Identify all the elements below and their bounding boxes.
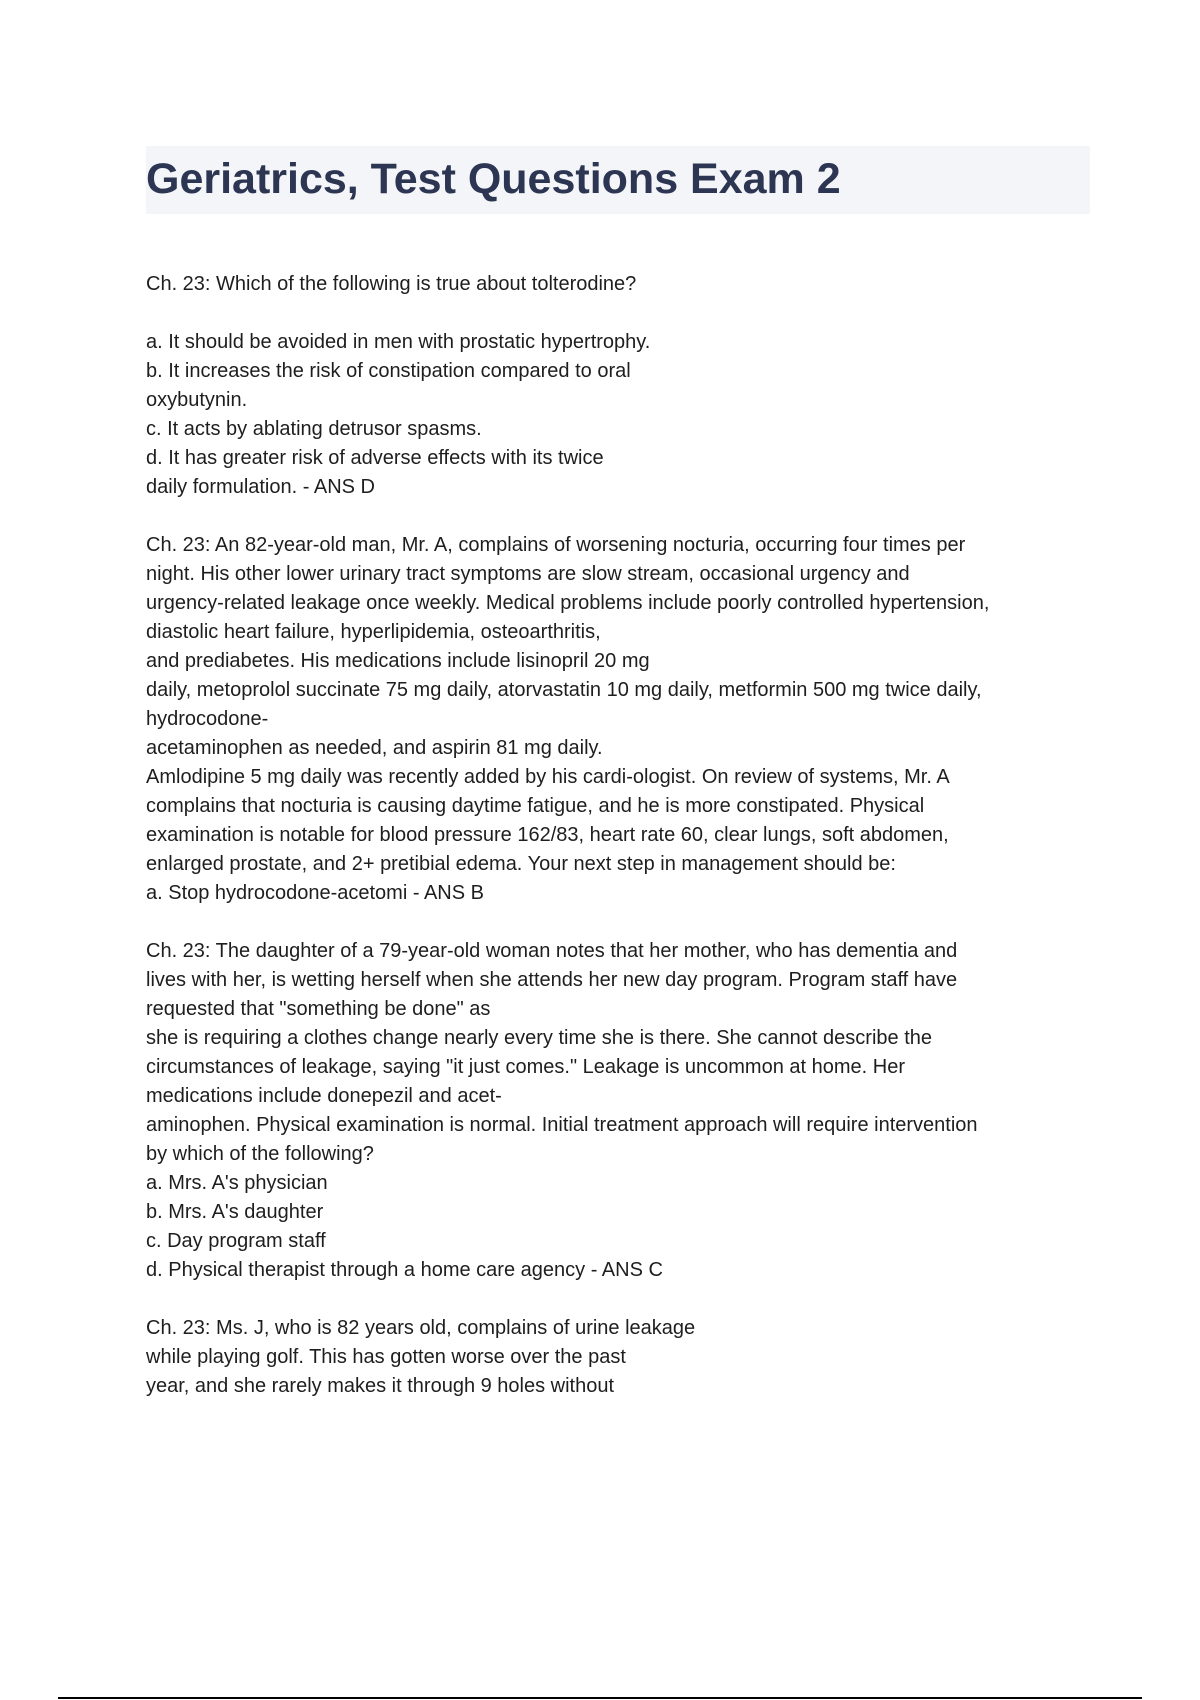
question-text: medications include donepezil and acet-	[146, 1085, 502, 1107]
question-text: Ch. 23: Ms. J, who is 82 years old, complains of urine leakage	[146, 1317, 696, 1339]
answer-option: c. It acts by ablating detrusor spasms.	[146, 418, 482, 440]
title-banner	[146, 146, 1090, 214]
question-text: circumstances of leakage, saying "it just comes." Leakage is uncommon at home. Her	[146, 1056, 905, 1078]
question-text: Ch. 23: The daughter of a 79-year-old woman notes that her mother, who has dementia and	[146, 940, 958, 962]
answer-option: b. It increases the risk of constipation compared to oral	[146, 360, 631, 382]
answer-key: daily formulation. - ANS D	[146, 476, 375, 498]
question-text: year, and she rarely makes it through 9 holes without	[146, 1375, 615, 1397]
question-text: requested that "something be done" as	[146, 998, 491, 1020]
answer-option: a. Mrs. A's physician	[146, 1172, 328, 1194]
question-1	[146, 270, 1090, 502]
question-text: Amlodipine 5 mg daily was recently added by his cardi-ologist. On review of systems, Mr. A	[146, 766, 950, 788]
answer-option: d. It has greater risk of adverse effects with its twice	[146, 447, 604, 469]
question-text: urgency-related leakage once weekly. Medical problems include poorly controlled hypertension,	[146, 592, 990, 614]
footer-divider	[58, 1697, 1142, 1699]
question-2	[146, 531, 1090, 908]
question-text: daily, metoprolol succinate 75 mg daily, atorvastatin 10 mg daily, metformin 500 mg twice daily,	[146, 679, 982, 701]
answer-option: oxybutynin.	[146, 389, 248, 411]
question-text: night. His other lower urinary tract symptoms are slow stream, occasional urgency and	[146, 563, 910, 585]
question-3	[146, 937, 1090, 1285]
answer-option: b. Mrs. A's daughter	[146, 1201, 324, 1223]
question-text: acetaminophen as needed, and aspirin 81 mg daily.	[146, 737, 603, 759]
question-text: enlarged prostate, and 2+ pretibial edema. Your next step in management should be:	[146, 853, 896, 875]
question-text: diastolic heart failure, hyperlipidemia, osteoarthritis,	[146, 621, 601, 643]
answer-option: a. It should be avoided in men with prostatic hypertrophy.	[146, 331, 651, 353]
answer-key: a. Stop hydrocodone-acetomi - ANS B	[146, 882, 484, 904]
question-stem: Ch. 23: Which of the following is true about tolterodine?	[146, 273, 637, 295]
question-text: and prediabetes. His medications include lisinopril 20 mg	[146, 650, 650, 672]
question-4	[146, 1314, 1090, 1401]
question-text: complains that nocturia is causing daytime fatigue, and he is more constipated. Physical	[146, 795, 925, 817]
question-text: hydrocodone-	[146, 708, 269, 730]
question-text: examination is notable for blood pressure 162/83, heart rate 60, clear lungs, soft abdomen,	[146, 824, 949, 846]
question-text: while playing golf. This has gotten worse over the past	[146, 1346, 626, 1368]
question-text: aminophen. Physical examination is normal. Initial treatment approach will require intervention	[146, 1114, 978, 1136]
document-body	[146, 270, 1090, 1401]
question-text: by which of the following?	[146, 1143, 374, 1165]
question-text: lives with her, is wetting herself when she attends her new day program. Program staff have	[146, 969, 958, 991]
answer-key: d. Physical therapist through a home care agency - ANS C	[146, 1259, 663, 1281]
question-text: Ch. 23: An 82-year-old man, Mr. A, complains of worsening nocturia, occurring four times per	[146, 534, 966, 556]
answer-option: c. Day program staff	[146, 1230, 326, 1252]
page-title: Geriatrics, Test Questions Exam 2	[146, 155, 841, 203]
question-text: she is requiring a clothes change nearly every time she is there. She cannot describe the	[146, 1027, 932, 1049]
